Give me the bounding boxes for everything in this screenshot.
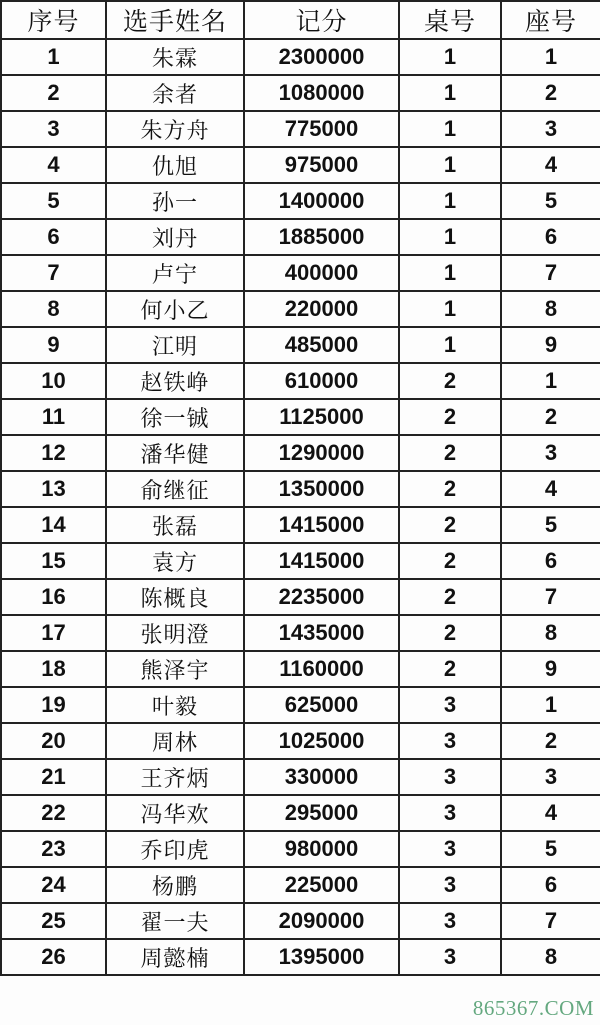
score-cell: 1160000 — [244, 651, 399, 687]
table-row — [1, 615, 600, 651]
score-cell: 1885000 — [244, 219, 399, 255]
table-row — [1, 147, 600, 183]
score-cell: 610000 — [244, 363, 399, 399]
seat-number-cell: 5 — [501, 183, 600, 219]
player-name-cell: 杨鹏 — [106, 867, 244, 903]
player-name-cell: 卢宁 — [106, 255, 244, 291]
seat-number-cell: 8 — [501, 939, 600, 975]
seat-number-cell: 3 — [501, 435, 600, 471]
index-cell: 20 — [1, 723, 106, 759]
score-cell: 2235000 — [244, 579, 399, 615]
score-cell: 1080000 — [244, 75, 399, 111]
table-row — [1, 291, 600, 327]
index-cell: 19 — [1, 687, 106, 723]
table-row — [1, 687, 600, 723]
table-row — [1, 651, 600, 687]
table-number-cell: 1 — [399, 147, 501, 183]
table-number-cell: 1 — [399, 183, 501, 219]
score-cell: 1025000 — [244, 723, 399, 759]
index-cell: 8 — [1, 291, 106, 327]
seat-number-cell: 2 — [501, 75, 600, 111]
score-cell: 1395000 — [244, 939, 399, 975]
seat-number-cell: 7 — [501, 579, 600, 615]
index-cell: 17 — [1, 615, 106, 651]
index-cell: 3 — [1, 111, 106, 147]
index-cell: 22 — [1, 795, 106, 831]
index-cell: 7 — [1, 255, 106, 291]
header-player-name: 选手姓名 — [106, 1, 244, 39]
score-cell: 1400000 — [244, 183, 399, 219]
table-row — [1, 327, 600, 363]
player-name-cell: 孙一 — [106, 183, 244, 219]
table-row — [1, 939, 600, 975]
seat-number-cell: 5 — [501, 831, 600, 867]
table-number-cell: 3 — [399, 759, 501, 795]
player-name-cell: 刘丹 — [106, 219, 244, 255]
index-cell: 6 — [1, 219, 106, 255]
index-cell: 13 — [1, 471, 106, 507]
table-number-cell: 2 — [399, 651, 501, 687]
seat-number-cell: 1 — [501, 39, 600, 75]
index-cell: 10 — [1, 363, 106, 399]
table-number-cell: 2 — [399, 435, 501, 471]
seat-number-cell: 3 — [501, 759, 600, 795]
header-table-number: 桌号 — [399, 1, 501, 39]
seat-number-cell: 9 — [501, 327, 600, 363]
score-cell: 2090000 — [244, 903, 399, 939]
seat-number-cell: 6 — [501, 219, 600, 255]
score-cell: 400000 — [244, 255, 399, 291]
table-number-cell: 2 — [399, 543, 501, 579]
table-row — [1, 219, 600, 255]
table-row — [1, 543, 600, 579]
score-cell: 1290000 — [244, 435, 399, 471]
player-name-cell: 叶毅 — [106, 687, 244, 723]
table-number-cell: 3 — [399, 687, 501, 723]
seat-number-cell: 1 — [501, 687, 600, 723]
table-row — [1, 507, 600, 543]
player-name-cell: 周懿楠 — [106, 939, 244, 975]
index-cell: 11 — [1, 399, 106, 435]
table-number-cell: 1 — [399, 291, 501, 327]
score-cell: 775000 — [244, 111, 399, 147]
player-name-cell: 徐一铖 — [106, 399, 244, 435]
seat-number-cell: 8 — [501, 615, 600, 651]
table-row — [1, 363, 600, 399]
player-name-cell: 熊泽宇 — [106, 651, 244, 687]
seat-number-cell: 1 — [501, 363, 600, 399]
seat-number-cell: 6 — [501, 543, 600, 579]
player-name-cell: 潘华健 — [106, 435, 244, 471]
score-cell: 1435000 — [244, 615, 399, 651]
player-name-cell: 何小乙 — [106, 291, 244, 327]
table-row — [1, 111, 600, 147]
header-index: 序号 — [1, 1, 106, 39]
index-cell: 18 — [1, 651, 106, 687]
index-cell: 26 — [1, 939, 106, 975]
seat-number-cell: 9 — [501, 651, 600, 687]
score-cell: 2300000 — [244, 39, 399, 75]
index-cell: 4 — [1, 147, 106, 183]
table-number-cell: 1 — [399, 327, 501, 363]
table-number-cell: 3 — [399, 867, 501, 903]
seat-number-cell: 2 — [501, 723, 600, 759]
player-name-cell: 乔印虎 — [106, 831, 244, 867]
table-number-cell: 3 — [399, 903, 501, 939]
score-cell: 1415000 — [244, 507, 399, 543]
index-cell: 25 — [1, 903, 106, 939]
header-score: 记分 — [244, 1, 399, 39]
score-cell: 975000 — [244, 147, 399, 183]
score-cell: 980000 — [244, 831, 399, 867]
index-cell: 14 — [1, 507, 106, 543]
index-cell: 5 — [1, 183, 106, 219]
table-number-cell: 1 — [399, 255, 501, 291]
player-name-cell: 袁方 — [106, 543, 244, 579]
player-name-cell: 张明澄 — [106, 615, 244, 651]
table-number-cell: 1 — [399, 75, 501, 111]
seat-number-cell: 6 — [501, 867, 600, 903]
index-cell: 12 — [1, 435, 106, 471]
table-row — [1, 435, 600, 471]
table-number-cell: 1 — [399, 219, 501, 255]
header-seat-number: 座号 — [501, 1, 600, 39]
table-row — [1, 723, 600, 759]
table-number-cell: 2 — [399, 615, 501, 651]
player-name-cell: 赵铁峥 — [106, 363, 244, 399]
table-row — [1, 759, 600, 795]
table-row — [1, 867, 600, 903]
seat-number-cell: 8 — [501, 291, 600, 327]
player-name-cell: 陈概良 — [106, 579, 244, 615]
index-cell: 21 — [1, 759, 106, 795]
table-number-cell: 2 — [399, 399, 501, 435]
score-cell: 1415000 — [244, 543, 399, 579]
seat-number-cell: 7 — [501, 255, 600, 291]
seat-number-cell: 3 — [501, 111, 600, 147]
header-row — [1, 1, 600, 39]
player-name-cell: 王齐炳 — [106, 759, 244, 795]
table-number-cell: 2 — [399, 471, 501, 507]
seat-number-cell: 7 — [501, 903, 600, 939]
player-name-cell: 冯华欢 — [106, 795, 244, 831]
table-row — [1, 75, 600, 111]
table-row — [1, 39, 600, 75]
table-row — [1, 579, 600, 615]
seat-number-cell: 5 — [501, 507, 600, 543]
table-number-cell: 3 — [399, 831, 501, 867]
player-name-cell: 仇旭 — [106, 147, 244, 183]
score-cell: 225000 — [244, 867, 399, 903]
player-name-cell: 张磊 — [106, 507, 244, 543]
table-number-cell: 1 — [399, 111, 501, 147]
index-cell: 23 — [1, 831, 106, 867]
table-number-cell: 2 — [399, 507, 501, 543]
index-cell: 15 — [1, 543, 106, 579]
seat-number-cell: 4 — [501, 471, 600, 507]
table-row — [1, 183, 600, 219]
score-cell: 1350000 — [244, 471, 399, 507]
score-cell: 625000 — [244, 687, 399, 723]
score-cell: 220000 — [244, 291, 399, 327]
table-number-cell: 2 — [399, 579, 501, 615]
score-cell: 295000 — [244, 795, 399, 831]
player-name-cell: 翟一夫 — [106, 903, 244, 939]
score-cell: 330000 — [244, 759, 399, 795]
index-cell: 24 — [1, 867, 106, 903]
player-name-cell: 周林 — [106, 723, 244, 759]
table-number-cell: 2 — [399, 363, 501, 399]
player-name-cell: 俞继征 — [106, 471, 244, 507]
table-number-cell: 1 — [399, 39, 501, 75]
roster-body — [1, 39, 600, 975]
table-number-cell: 3 — [399, 939, 501, 975]
player-name-cell: 朱霖 — [106, 39, 244, 75]
table-number-cell: 3 — [399, 795, 501, 831]
player-name-cell: 余者 — [106, 75, 244, 111]
table-row — [1, 831, 600, 867]
table-row — [1, 255, 600, 291]
index-cell: 16 — [1, 579, 106, 615]
site-watermark: 865367.COM — [472, 996, 594, 1020]
seat-number-cell: 4 — [501, 795, 600, 831]
score-cell: 485000 — [244, 327, 399, 363]
table-row — [1, 795, 600, 831]
index-cell: 2 — [1, 75, 106, 111]
score-cell: 1125000 — [244, 399, 399, 435]
table-number-cell: 3 — [399, 723, 501, 759]
player-name-cell: 江明 — [106, 327, 244, 363]
index-cell: 1 — [1, 39, 106, 75]
index-cell: 9 — [1, 327, 106, 363]
seat-number-cell: 4 — [501, 147, 600, 183]
seat-number-cell: 2 — [501, 399, 600, 435]
table-row — [1, 471, 600, 507]
table-row — [1, 399, 600, 435]
player-name-cell: 朱方舟 — [106, 111, 244, 147]
table-row — [1, 903, 600, 939]
